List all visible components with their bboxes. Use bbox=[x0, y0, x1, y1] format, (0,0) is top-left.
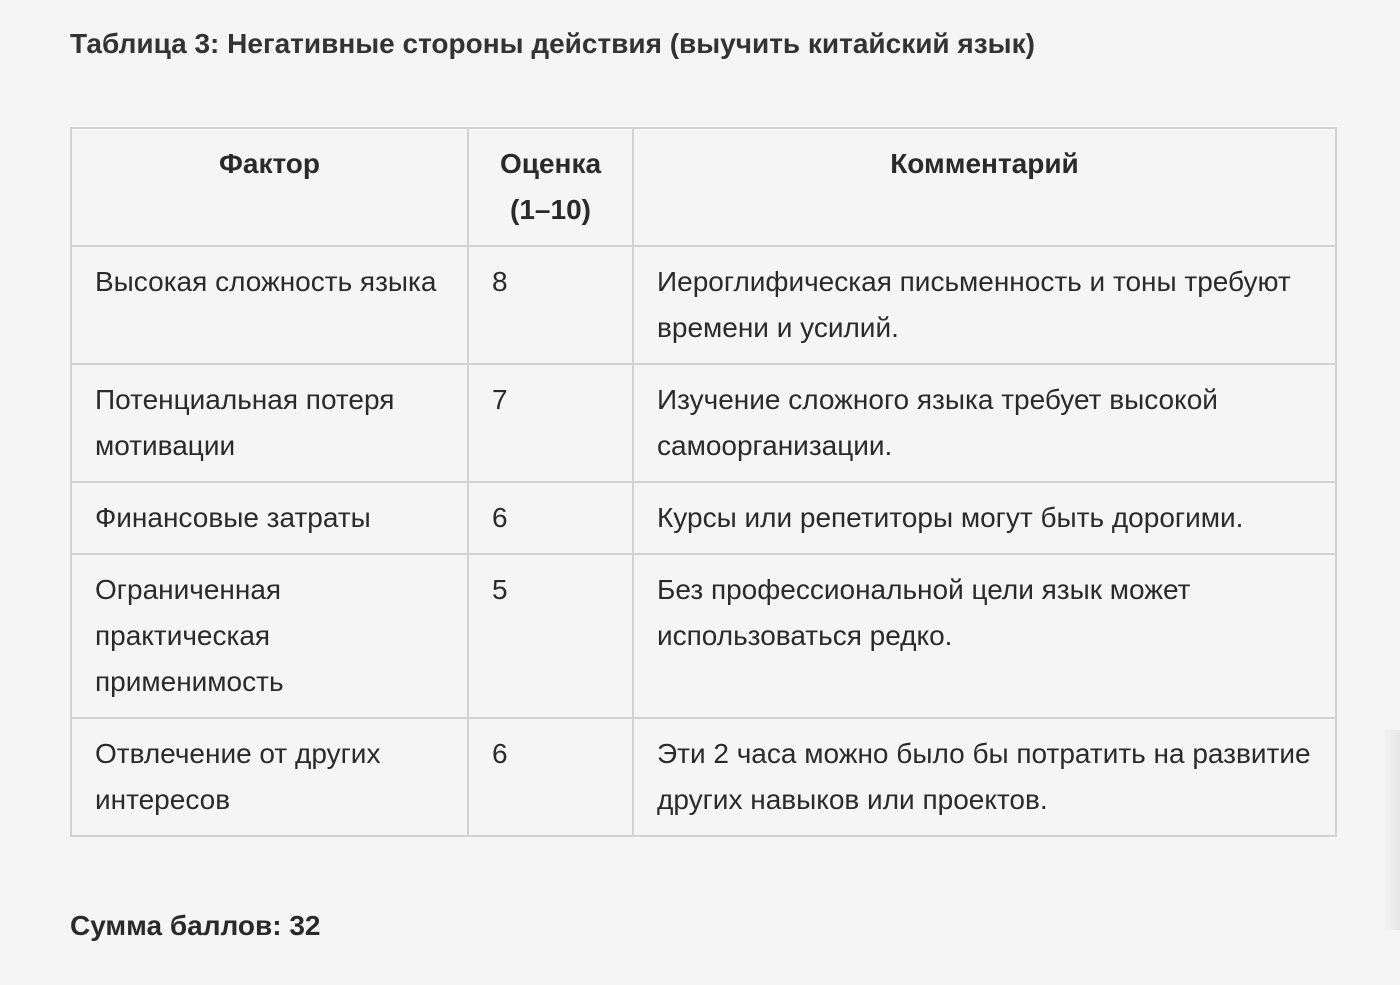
score-cell: 5 bbox=[468, 554, 633, 718]
table-caption: Таблица 3: Негативные стороны действия (выучить китайский язык) bbox=[70, 28, 1035, 59]
comment-cell: Иероглифическая письменность и тоны требуют времени и усилий. bbox=[633, 246, 1336, 364]
table-row bbox=[71, 554, 1336, 718]
column-header-score: Оценка (1–10) bbox=[468, 128, 633, 246]
scroll-edge-shadow bbox=[1382, 730, 1400, 930]
factor-cell: Отвлечение от других интересов bbox=[71, 718, 468, 836]
comment-cell: Изучение сложного языка требует высокой самоорганизации. bbox=[633, 364, 1336, 482]
score-cell: 8 bbox=[468, 246, 633, 364]
comment-cell: Без профессиональной цели язык может использоваться редко. bbox=[633, 554, 1336, 718]
score-cell: 6 bbox=[468, 718, 633, 836]
column-header-factor: Фактор bbox=[71, 128, 468, 246]
factor-cell: Потенциальная потеря мотивации bbox=[71, 364, 468, 482]
table-row bbox=[71, 718, 1336, 836]
comment-cell: Курсы или репетиторы могут быть дорогими. bbox=[633, 482, 1336, 554]
table-row bbox=[71, 482, 1336, 554]
factor-cell: Ограниченная практическая применимость bbox=[71, 554, 468, 718]
negatives-table bbox=[70, 127, 1337, 837]
table-row bbox=[71, 246, 1336, 364]
table-header-row bbox=[71, 128, 1336, 246]
score-cell: 6 bbox=[468, 482, 633, 554]
score-total: Сумма баллов: 32 bbox=[70, 910, 321, 941]
comment-cell: Эти 2 часа можно было бы потратить на развитие других навыков или проектов. bbox=[633, 718, 1336, 836]
table-row bbox=[71, 364, 1336, 482]
factor-cell: Высокая сложность языка bbox=[71, 246, 468, 364]
factor-cell: Финансовые затраты bbox=[71, 482, 468, 554]
column-header-comment: Комментарий bbox=[633, 128, 1336, 246]
score-cell: 7 bbox=[468, 364, 633, 482]
